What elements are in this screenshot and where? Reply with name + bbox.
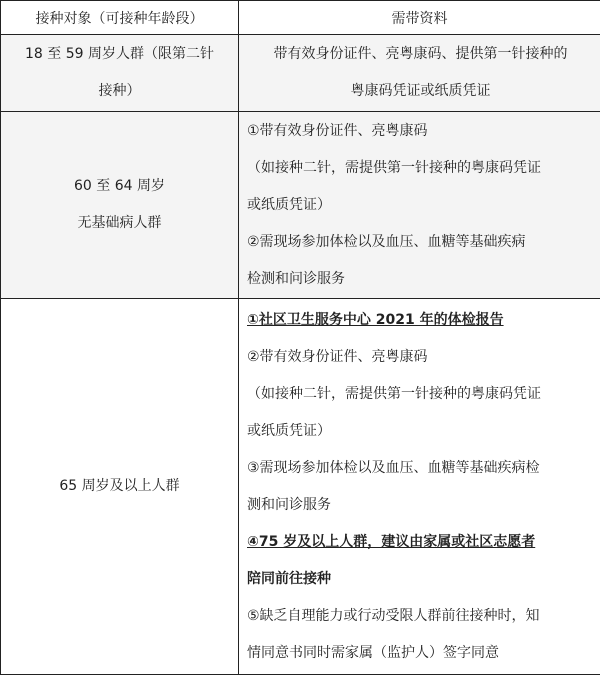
group-text: 60 至 64 周岁	[9, 168, 230, 205]
table-row	[1, 35, 600, 112]
header-required-documents: 需带资料	[239, 1, 600, 35]
requirement-text: （如接种二针，需提供第一针接种的粤康码凭证	[247, 150, 594, 187]
requirement-text: 陪同前往接种	[247, 561, 594, 598]
table-row	[1, 299, 600, 675]
required-documents-cell	[239, 299, 600, 675]
group-text: 接种）	[9, 73, 230, 110]
requirement-text: 或纸质凭证）	[247, 187, 594, 224]
target-group-cell	[1, 35, 239, 112]
group-text: 18 至 59 周岁人群（限第二针	[9, 36, 230, 73]
requirement-text: 测和问诊服务	[247, 487, 594, 524]
requirement-text: ⑤缺乏自理能力或行动受限人群前往接种时，知	[247, 598, 594, 635]
group-text: 65 周岁及以上人群	[9, 468, 230, 505]
required-documents-cell	[239, 35, 600, 112]
header-target-group: 接种对象（可接种年龄段）	[1, 1, 239, 35]
requirement-text: ②需现场参加体检以及血压、血糖等基础疾病	[247, 224, 594, 261]
requirement-text: 情同意书同时需家属（监护人）签字同意	[247, 635, 594, 672]
requirement-text: ③需现场参加体检以及血压、血糖等基础疾病检	[247, 450, 594, 487]
requirement-text: ①社区卫生服务中心 2021 年的体检报告	[247, 302, 594, 339]
requirement-text: ②带有效身份证件、亮粤康码	[247, 339, 594, 376]
requirement-text: ④75 岁及以上人群，建议由家属或社区志愿者	[247, 524, 594, 561]
requirement-text: （如接种二针，需提供第一针接种的粤康码凭证	[247, 376, 594, 413]
requirement-text: 或纸质凭证）	[247, 413, 594, 450]
table-row	[1, 112, 600, 299]
group-text: 无基础病人群	[9, 205, 230, 242]
required-documents-cell	[239, 112, 600, 299]
requirement-text: ①带有效身份证件、亮粤康码	[247, 113, 594, 150]
requirement-text: 带有效身份证件、亮粤康码、提供第一针接种的	[247, 36, 594, 73]
requirement-text: 粤康码凭证或纸质凭证	[247, 73, 594, 110]
target-group-cell	[1, 299, 239, 675]
table-header-row	[1, 1, 600, 35]
target-group-cell	[1, 112, 239, 299]
requirement-text: 检测和问诊服务	[247, 261, 594, 298]
